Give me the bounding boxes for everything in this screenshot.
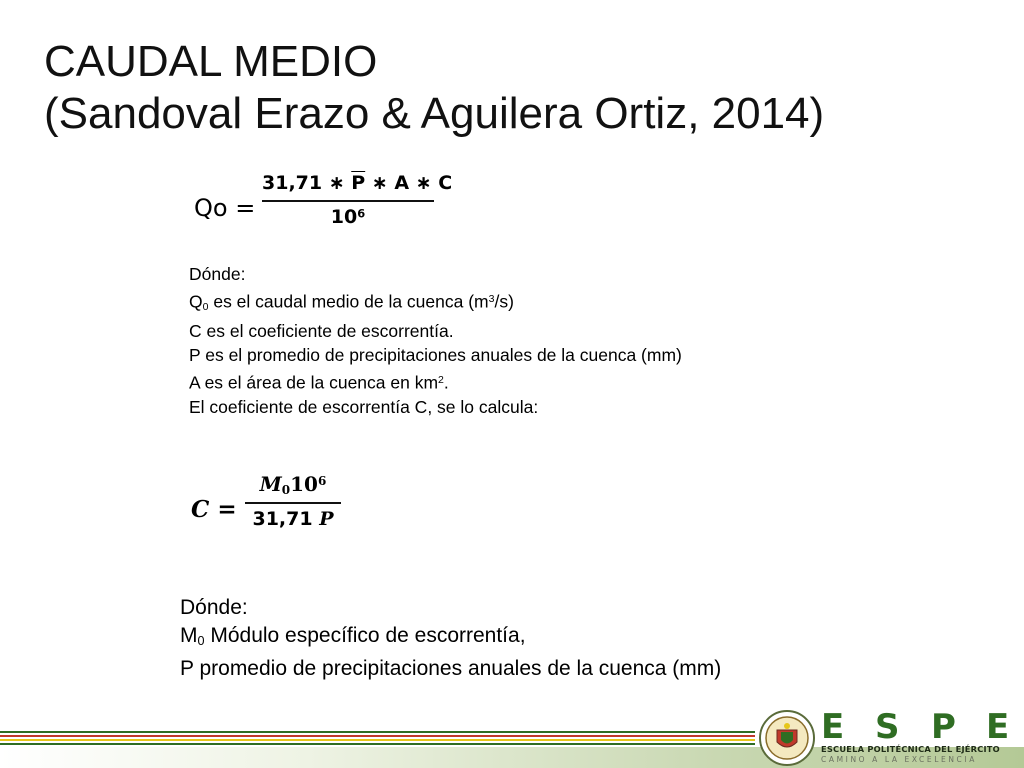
definition2-heading: Dónde: xyxy=(180,596,248,619)
definition-heading: Dónde: xyxy=(189,264,246,284)
formula2-fraction xyxy=(245,472,341,530)
logo-letter: S xyxy=(875,707,900,747)
university-seal-icon xyxy=(759,710,815,766)
definitions-block-1 xyxy=(189,262,682,419)
espe-logo xyxy=(755,706,1024,768)
formula2-lhs: C = xyxy=(191,496,237,523)
formula2-denominator: 31,71 P xyxy=(252,508,334,530)
formula2-numerator: $M_010^6$ xyxy=(259,472,327,497)
formula-lhs: Qo = xyxy=(194,194,256,222)
definition-m0: $M_0$ Módulo específico de escorrentía, xyxy=(180,624,526,649)
stripe-yellow xyxy=(0,739,755,741)
definitions-block-2 xyxy=(180,594,721,683)
definition-intro-c: El coeficiente de escorrentía C, se lo calcula: xyxy=(189,396,539,417)
definition-q0: $Q_0$ es el caudal medio de la cuenca $(m^3/s)$ xyxy=(189,290,514,313)
stripe-green xyxy=(0,731,755,733)
title-line-1: CAUDAL MEDIO xyxy=(44,37,378,86)
logo-letter: P xyxy=(931,707,956,747)
definition-a: A es el área de la cuenca en $km^2$. xyxy=(189,372,449,393)
espe-wordmark xyxy=(821,707,1021,747)
formula-denominator: $10^6$ xyxy=(330,206,366,228)
title-line-2: (Sandoval Erazo & Aguilera Ortiz, 2014) xyxy=(44,89,825,138)
definition-p: P es el promedio de precipitaciones anuales de la cuenca (mm) xyxy=(189,345,682,366)
logo-tagline: CAMINO A LA EXCELENCIA xyxy=(821,755,977,764)
formula-numerator: 31,71 ∗ $\overline{P}$ ∗ A ∗ C xyxy=(262,172,453,194)
p-bar-symbol: $\overline{P}$ xyxy=(351,172,366,194)
logo-letter: E xyxy=(821,707,845,747)
formula-fraction xyxy=(262,172,453,228)
stripe-green-2 xyxy=(0,743,755,745)
stripe-red xyxy=(0,735,755,737)
slide-title xyxy=(44,36,824,140)
logo-subtitle: ESCUELA POLITÉCNICA DEL EJÉRCITO xyxy=(821,744,1000,754)
logo-letter: E xyxy=(986,707,1010,747)
definition-c: C es el coeficiente de escorrentía. xyxy=(189,320,454,341)
definition2-p: P promedio de precipitaciones anuales de la cuenca (mm) xyxy=(180,657,722,681)
footer-stripes xyxy=(0,727,755,747)
